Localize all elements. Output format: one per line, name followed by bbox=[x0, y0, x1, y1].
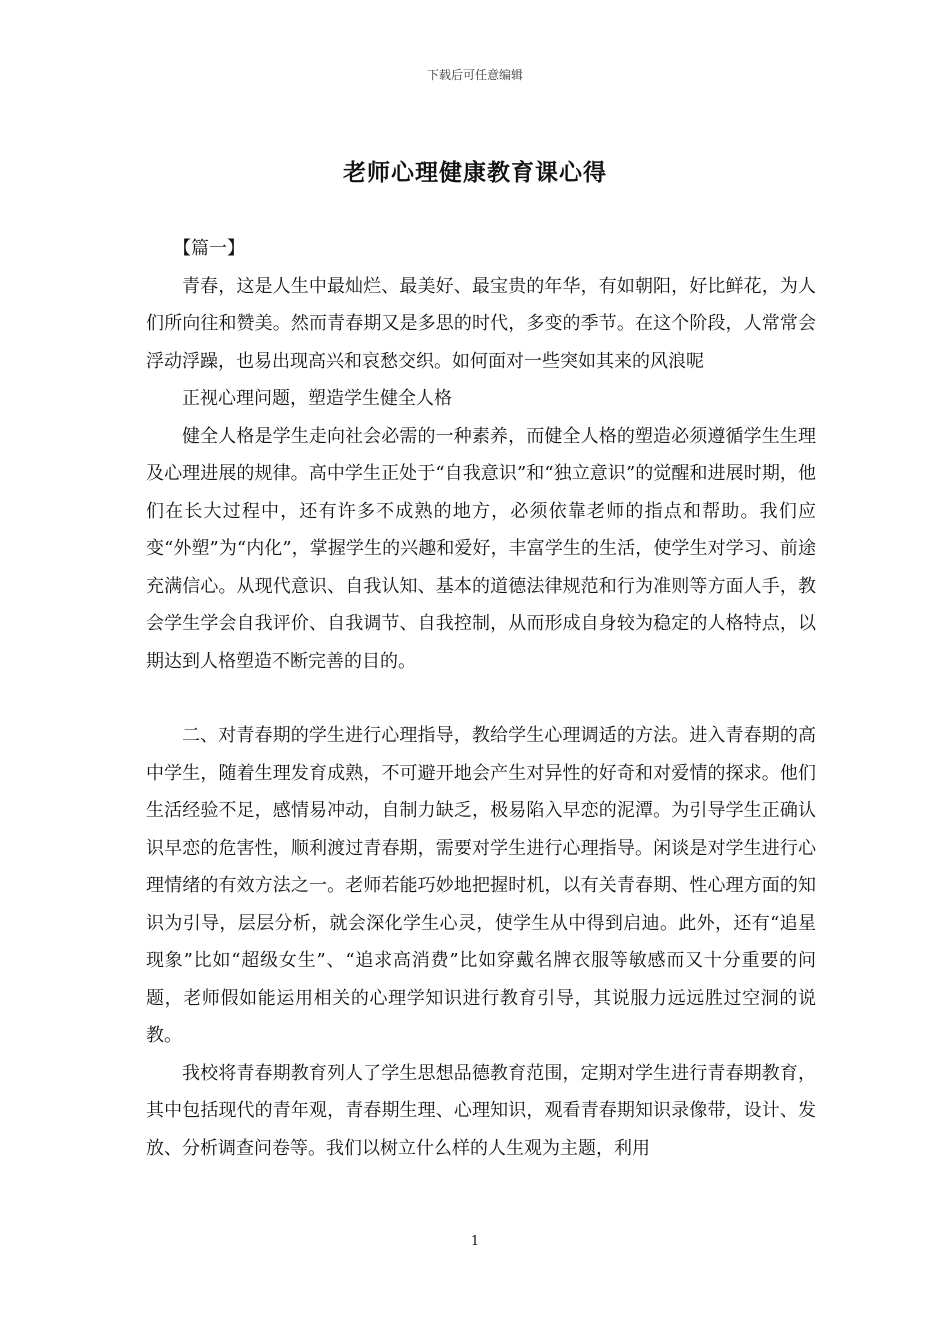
page-number: 1 bbox=[470, 1234, 480, 1249]
paragraph-heading: 正视心理问题，塑造学生健全人格 bbox=[182, 388, 452, 409]
paragraph-school-program: 我校将青春期教育列人了学生思想品德教育范围，定期对学生进行青春期教育，其中包括现代的青年观，青春期生理、心理知识，观看青春期知识录像带，设计、发放、分析调查问卷等。我们以树立什么样的人生观为主题，利用 bbox=[146, 1062, 816, 1159]
section-mark: 【篇一】 bbox=[173, 238, 245, 259]
document-title: 老师心理健康教育课心得 bbox=[343, 159, 607, 186]
paragraph-personality: 健全人格是学生走向社会必需的一种素养，而健全人格的塑造必须遵循学生生理及心理进展的规律。高中学生正处于“自我意识”和“独立意识”的觉醒和进展时期，他们在长大过程中，还有许多不成熟的地方，必须依靠老师的指点和帮助。我们应变“外塑”为“内化”，掌握学生的兴趣和爱好，丰富学生的生活，使学生对学习、前途充满信心。从现代意识、自我认知、基本的道德法律规范和行为准则等方面人手，教会学生学会自我评价、自我调节、自我控制，从而形成自身较为稳定的人格特点，以期达到人格塑造不断完善的目的。 bbox=[146, 425, 816, 672]
paragraph-guidance: 二、对青春期的学生进行心理指导，教给学生心理调适的方法。进入青春期的高中学生，随着生理发育成熟，不可避开地会产生对异性的好奇和对爱情的探求。他们生活经验不足，感情易冲动，自制力缺乏，极易陷入早恋的泥潭。为引导学生正确认识早恋的危害性，顺利渡过青春期，需要对学生进行心理指导。闲谈是对学生进行心理情绪的有效方法之一。老师若能巧妙地把握时机，以有关青春期、性心理方面的知识为引导，层层分析，就会深化学生心灵，使学生从中得到启迪。此外，还有“追星现象”比如“超级女生”、“追求高消费”比如穿戴名牌衣服等敏感而又十分重要的问题，老师假如能运用相关的心理学知识进行教育引导，其说服力远远胜过空洞的说教。 bbox=[146, 725, 816, 1046]
paragraph-intro: 青春，这是人生中最灿烂、最美好、最宝贵的年华，有如朝阳，好比鲜花，为人们所向往和赞美。然而青春期又是多思的时代，多变的季节。在这个阶段，人常常会浮动浮躁，也易出现高兴和哀愁交织。如何面对一些突如其来的风浪呢 bbox=[146, 275, 816, 372]
header-note: 下载后可任意编辑 bbox=[426, 68, 523, 82]
document-body bbox=[146, 230, 816, 1167]
